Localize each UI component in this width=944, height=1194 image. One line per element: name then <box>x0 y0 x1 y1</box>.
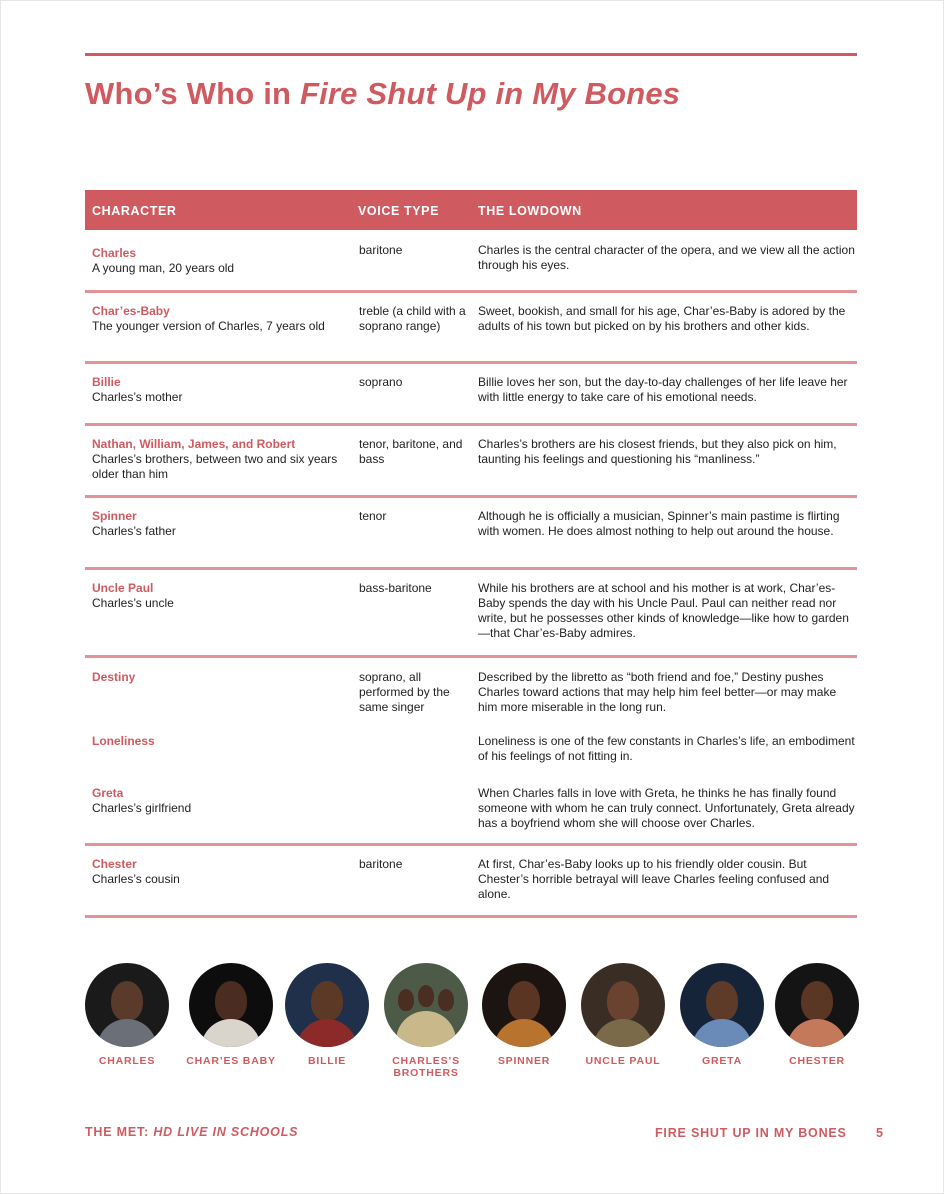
row-divider <box>85 655 857 658</box>
footer-publication-italic: HD LIVE IN SCHOOLS <box>153 1125 299 1139</box>
character-name: Char’es-Baby <box>92 304 170 318</box>
lowdown-text: Sweet, bookish, and small for his age, Char’es-Baby is adored by the adults of his town but picked on by his brothers and other kids. <box>478 304 846 333</box>
portrait-label: BILLIE <box>307 1055 347 1067</box>
portrait-label: CHAR’ES BABY <box>186 1055 276 1067</box>
table-header <box>85 190 857 230</box>
portrait-brothers <box>376 963 476 1079</box>
charles-photo <box>85 963 169 1047</box>
footer-publication-prefix: THE MET: <box>85 1125 154 1139</box>
billie-photo <box>285 963 369 1047</box>
footer-publication <box>85 1125 298 1139</box>
character-name: Nathan, William, James, and Robert <box>92 437 296 451</box>
portrait-uncle-paul <box>573 963 673 1067</box>
portrait-label: CHARLES <box>98 1055 156 1067</box>
portrait-spinner <box>474 963 574 1067</box>
character-name: Billie <box>92 375 121 389</box>
page-number: 5 <box>876 1126 883 1140</box>
character-name: Uncle Paul <box>92 581 154 595</box>
character-portraits <box>85 963 857 1083</box>
character-name: Destiny <box>92 670 136 684</box>
portrait-label: UNCLE PAUL <box>585 1055 661 1067</box>
lowdown-text: While his brothers are at school and his mother is at work, Char’es-Baby spends the day with his Uncle Paul. Paul can neither read nor write, but he possesses other kinds of knowledge—like how to garden—that Char’es-Baby admires. <box>478 581 849 640</box>
uncle-paul-photo <box>581 963 665 1047</box>
table-bottom-rule <box>85 915 857 918</box>
title-opera-name: Fire Shut Up in My Bones <box>299 76 681 111</box>
voice-type: treble (a child with a soprano range) <box>359 304 466 333</box>
lowdown-text: Described by the libretto as “both friend and foe,” Destiny pushes Charles toward actions that may help him feel better—or may make him more miserable in the long run. <box>478 670 837 714</box>
row-divider <box>85 361 857 364</box>
title-prefix: Who’s Who in <box>85 76 300 111</box>
footer-opera-title: FIRE SHUT UP IN MY BONES <box>655 1126 847 1140</box>
voice-type: tenor <box>359 509 387 523</box>
character-name: Loneliness <box>92 734 155 748</box>
character-description: Charles’s father <box>92 524 176 538</box>
top-rule <box>85 53 857 56</box>
row-divider <box>85 495 857 498</box>
lowdown-text: Billie loves her son, but the day-to-day challenges of her life leave her with little energy to take care of his emotional needs. <box>478 375 848 404</box>
row-divider <box>85 423 857 426</box>
character-description: A young man, 20 years old <box>92 261 235 275</box>
portrait-billie <box>277 963 377 1067</box>
brothers-photo <box>384 963 468 1047</box>
character-name: Chester <box>92 857 137 871</box>
lowdown-text: Charles’s brothers are his closest friends, but they also pick on him, taunting his feelings and questioning his “manliness.” <box>478 437 837 466</box>
greta-photo <box>680 963 764 1047</box>
character-description: Charles’s girlfriend <box>92 801 192 815</box>
portrait-label: GRETA <box>702 1055 742 1067</box>
character-name: Charles <box>92 246 137 260</box>
row-divider <box>85 290 857 293</box>
chares-baby-photo <box>189 963 273 1047</box>
voice-type: bass-baritone <box>359 581 432 595</box>
lowdown-text: At first, Char’es-Baby looks up to his friendly older cousin. But Chester’s horrible betrayal will leave Charles feeling confused and alone. <box>478 857 830 901</box>
character-description: Charles’s uncle <box>92 596 174 610</box>
row-divider <box>85 843 857 846</box>
voice-type: baritone <box>359 243 403 257</box>
portrait-label: SPINNER <box>497 1055 551 1067</box>
lowdown-text: When Charles falls in love with Greta, he thinks he has finally found someone with whom he can truly connect. Unfortunately, Greta already has a boyfriend whom she will choose over Charles. <box>478 786 855 830</box>
row-divider <box>85 567 857 570</box>
spinner-photo <box>482 963 566 1047</box>
column-header-voice-type: VOICE TYPE <box>358 204 440 218</box>
portrait-chares-baby <box>181 963 281 1067</box>
character-description: Charles’s mother <box>92 390 183 404</box>
portrait-label: CHESTER <box>789 1055 845 1067</box>
portrait-chester <box>767 963 867 1067</box>
lowdown-text: Although he is officially a musician, Spinner’s main pastime is flirting with women. He does almost nothing to help out around the house. <box>478 509 840 538</box>
character-description: Charles’s cousin <box>92 872 180 886</box>
character-name: Spinner <box>92 509 137 523</box>
voice-type: tenor, baritone, and bass <box>359 437 463 466</box>
portrait-greta <box>672 963 772 1067</box>
voice-type: soprano, all performed by the same singer <box>359 670 450 714</box>
portrait-label: CHARLES’S BROTHERS <box>392 1055 460 1079</box>
chester-photo <box>775 963 859 1047</box>
character-description: The younger version of Charles, 7 years old <box>92 319 325 333</box>
lowdown-text: Loneliness is one of the few constants in Charles’s life, an embodiment of his feelings of not fitting in. <box>478 734 855 763</box>
page-title <box>85 76 680 112</box>
character-description: Charles’s brothers, between two and six years older than him <box>92 452 338 481</box>
lowdown-text: Charles is the central character of the opera, and we view all the action through his eyes. <box>478 243 855 272</box>
voice-type: baritone <box>359 857 403 871</box>
character-name: Greta <box>92 786 124 800</box>
column-header-lowdown: THE LOWDOWN <box>478 204 582 218</box>
portrait-charles <box>77 963 177 1067</box>
column-header-character: CHARACTER <box>92 204 177 218</box>
voice-type: soprano <box>359 375 403 389</box>
